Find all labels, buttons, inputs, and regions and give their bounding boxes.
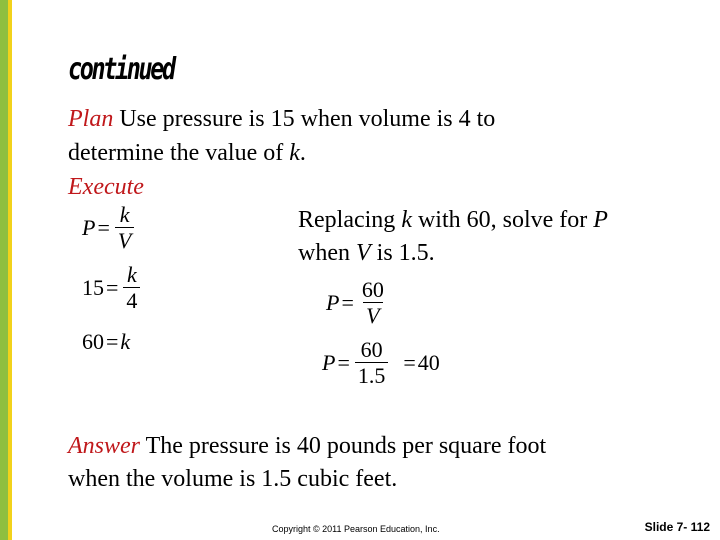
replace-line-1 (298, 207, 608, 234)
equation-p-equals-60-over-1-5 (322, 339, 440, 387)
eq3-lhs: 60 (82, 329, 104, 354)
plan-period: . (299, 140, 306, 166)
replace-v: V (355, 240, 371, 266)
execute-line (68, 174, 144, 201)
answer-line-2 (68, 466, 397, 493)
left-accent-stripe (0, 0, 8, 540)
eq2-fraction (123, 264, 140, 312)
slide-number: Slide 7- 112 (644, 520, 710, 534)
eq2-denominator: 4 (123, 287, 140, 312)
replace-p: P (593, 207, 608, 233)
equation-15-equals-k-over-4 (82, 264, 143, 312)
plan-text-1: Use pressure is 15 when volume is 4 to (113, 106, 496, 132)
eq4-equals: = (341, 290, 354, 315)
eq5-equals: = (337, 350, 350, 375)
eq5-numerator: 60 (360, 337, 383, 362)
replace-text-2b: is 1.5. (370, 240, 435, 266)
eq2-numerator: k (127, 262, 137, 287)
plan-line-1 (68, 106, 495, 133)
plan-label: Plan (68, 106, 114, 132)
eq2-lhs: 15 (82, 275, 104, 300)
equation-p-equals-k-over-v (82, 204, 137, 252)
eq5-result: 40 (417, 350, 440, 375)
slide-heading: continued (68, 52, 174, 87)
replace-line-2 (298, 240, 435, 267)
plan-text-2: determine the value of (68, 140, 290, 166)
eq5-denominator: 1.5 (355, 362, 389, 387)
eq3-equals: = (106, 329, 119, 354)
eq1-equals: = (97, 215, 110, 240)
copyright-footer: Copyright © 2011 Pearson Education, Inc. (272, 524, 440, 534)
execute-label: Execute (68, 174, 144, 200)
replace-k: k (401, 207, 412, 233)
eq1-lhs: P (82, 215, 96, 240)
plan-variable: k (289, 140, 300, 166)
replace-text-1b: with 60, solve for (411, 207, 594, 233)
eq5-lhs: P (322, 350, 336, 375)
eq1-denominator: V (115, 227, 134, 252)
eq5-equals-2: = (403, 350, 416, 375)
left-accent-stripe-inner (8, 0, 12, 540)
plan-line-2 (68, 140, 306, 167)
answer-text-2: when the volume is 1.5 cubic feet. (68, 466, 398, 492)
eq4-fraction (359, 279, 387, 327)
answer-line-1 (68, 433, 546, 460)
answer-label: Answer (68, 433, 140, 459)
equation-p-equals-60-over-v (326, 279, 390, 327)
eq3-rhs: k (120, 329, 131, 354)
eq1-fraction (115, 204, 134, 252)
eq2-equals: = (106, 275, 119, 300)
eq4-lhs: P (326, 290, 340, 315)
eq1-numerator: k (119, 202, 130, 227)
eq5-fraction (355, 339, 389, 387)
eq4-numerator: 60 (361, 277, 384, 302)
equation-60-equals-k (82, 329, 130, 355)
eq4-denominator: V (363, 302, 382, 327)
replace-text-1a: Replacing (298, 207, 402, 233)
replace-text-2a: when (298, 240, 356, 266)
answer-text-1: The pressure is 40 pounds per square foot (140, 433, 547, 459)
